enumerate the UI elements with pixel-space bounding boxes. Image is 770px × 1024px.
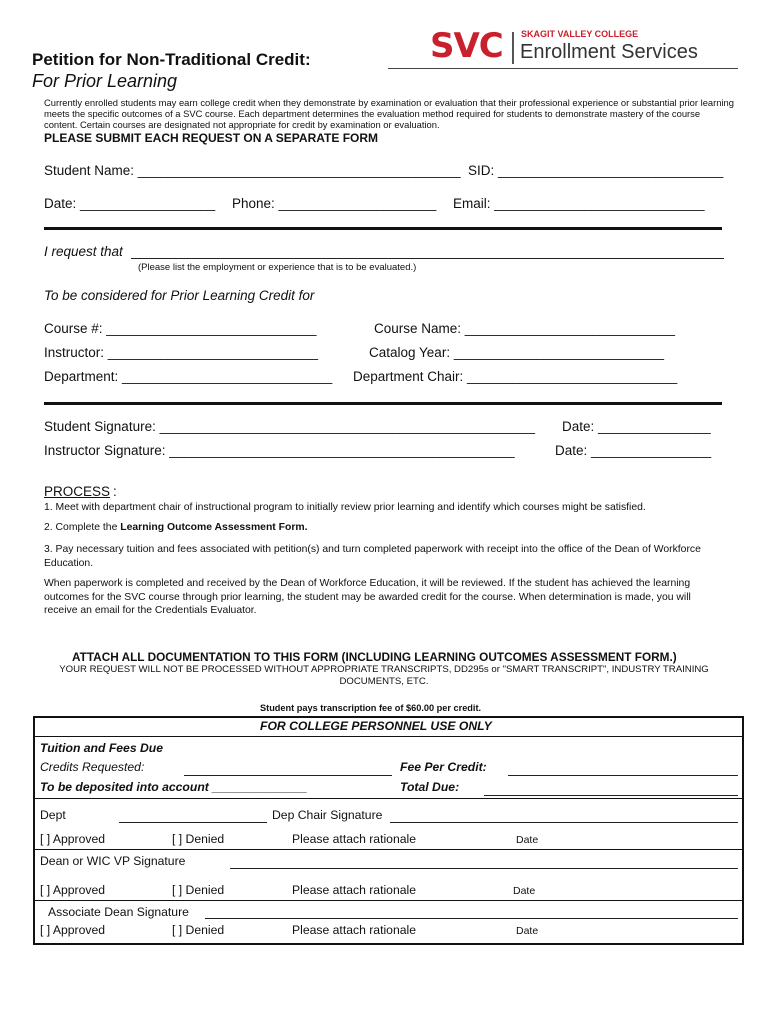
college-name: SKAGIT VALLEY COLLEGE xyxy=(521,29,639,39)
instructor-signature-field[interactable]: Instructor Signature: ______________________________________________ xyxy=(44,443,515,458)
process-colon: : xyxy=(113,484,117,499)
email-field[interactable]: Email: ____________________________ xyxy=(453,196,705,211)
form-subtitle: For Prior Learning xyxy=(32,71,178,91)
assoc-dean-date-label: Date xyxy=(516,925,539,937)
form-title: Petition for Non-Traditional Credit: xyxy=(32,50,311,69)
process-step-3: 3. Pay necessary tuition and fees associated with petition(s) and turn completed paperwork with receipt into the office of the Dean of Workforce Education. xyxy=(44,544,701,569)
student-name-field[interactable]: Student Name: ___________________________________________ xyxy=(44,163,461,178)
request-underline[interactable] xyxy=(131,258,724,259)
request-label: I request that xyxy=(44,244,123,259)
credits-requested-label: Credits Requested: xyxy=(40,760,145,774)
department-field[interactable]: Department: ____________________________ xyxy=(44,369,333,384)
dean-rationale-note: Please attach rationale xyxy=(292,883,416,897)
consider-heading: To be considered for Prior Learning Credit for xyxy=(44,288,315,303)
svc-logo: SVC xyxy=(430,26,503,66)
sid-field[interactable]: SID: ______________________________ xyxy=(468,163,724,178)
fee-note: Student pays transcription fee of $60.00 per credit. xyxy=(260,703,482,713)
fee-per-credit-label: Fee Per Credit: xyxy=(400,760,487,774)
instructor-field[interactable]: Instructor: ____________________________ xyxy=(44,345,318,360)
dean-approved-checkbox[interactable]: [ ] Approved xyxy=(40,883,106,897)
dep-chair-signature-input[interactable] xyxy=(390,822,738,823)
assoc-dean-rationale-note: Please attach rationale xyxy=(292,923,416,937)
process-heading: PROCESS xyxy=(44,484,111,499)
dean-denied-checkbox[interactable]: [ ] Denied xyxy=(172,883,225,897)
logo-divider xyxy=(512,32,514,64)
dept-input[interactable] xyxy=(119,822,267,823)
dept-denied-checkbox[interactable]: [ ] Denied xyxy=(172,832,225,846)
dept-label: Dept xyxy=(40,808,66,822)
title-rule xyxy=(388,68,738,69)
assoc-dean-signature-label: Associate Dean Signature xyxy=(48,905,189,919)
deposit-account-field[interactable]: To be deposited into account ______________ xyxy=(40,780,308,794)
assoc-dean-signature-input[interactable] xyxy=(205,918,738,919)
course-name-field[interactable]: Course Name: ____________________________ xyxy=(374,321,676,336)
dean-date-label: Date xyxy=(513,885,536,897)
attach-heading: ATTACH ALL DOCUMENTATION TO THIS FORM (INCLUDING LEARNING OUTCOMES ASSESSMENT FORM.) xyxy=(72,650,677,664)
total-due-input[interactable] xyxy=(484,795,738,796)
dept-approved-checkbox[interactable]: [ ] Approved xyxy=(40,832,106,846)
assoc-dean-approved-checkbox[interactable]: [ ] Approved xyxy=(40,923,106,937)
student-signature-field[interactable]: Student Signature: __________________________________________________ xyxy=(44,419,535,434)
department-name: Enrollment Services xyxy=(520,41,698,63)
fee-per-credit-input[interactable] xyxy=(508,775,738,776)
intro-paragraph: Currently enrolled students may earn college credit when they demonstrate by examination or evaluation that their professional experience or substantial prior learning meets the specific outcomes of a SVC course. Each department determines the evaluation method required for students to demonstrate mastery of the course content. Certain courses are designated not appropriate for credit by examination or evaluation. xyxy=(44,97,734,130)
process-note: When paperwork is completed and received by the Dean of Workforce Education, it will be reviewed. If the student has achieved the learning outcomes for the SVC course through prior learning, the student may be awarded credit for the course. When determination is made, you will receive an email for the Credentials Evaluator. xyxy=(44,578,691,616)
total-due-label: Total Due: xyxy=(400,780,460,794)
date-field[interactable]: Date: __________________ xyxy=(44,196,216,211)
dean-signature-input[interactable] xyxy=(230,868,738,869)
college-use-heading: FOR COLLEGE PERSONNEL USE ONLY xyxy=(260,719,492,733)
catalog-year-field[interactable]: Catalog Year: ____________________________ xyxy=(369,345,665,360)
department-chair-field[interactable]: Department Chair: ____________________________ xyxy=(353,369,678,384)
dean-signature-label: Dean or WIC VP Signature xyxy=(40,854,186,868)
phone-field[interactable]: Phone: _____________________ xyxy=(232,196,437,211)
tuition-heading: Tuition and Fees Due xyxy=(40,741,164,755)
box-rule xyxy=(35,736,742,737)
section-divider xyxy=(44,402,722,405)
submit-notice: PLEASE SUBMIT EACH REQUEST ON A SEPARATE FORM xyxy=(44,131,379,145)
dept-date-label: Date xyxy=(516,834,539,846)
process-step-1: 1. Meet with department chair of instructional program to initially review prior learning and identify which courses might be satisfied. xyxy=(44,502,646,513)
box-rule xyxy=(35,798,742,799)
box-rule xyxy=(35,900,742,901)
credits-requested-input[interactable] xyxy=(184,775,392,776)
box-rule xyxy=(35,849,742,850)
student-signature-date[interactable]: Date: _______________ xyxy=(562,419,711,434)
dept-rationale-note: Please attach rationale xyxy=(292,832,416,846)
course-number-field[interactable]: Course #: ____________________________ xyxy=(44,321,317,336)
attach-note: YOUR REQUEST WILL NOT BE PROCESSED WITHOUT APPROPRIATE TRANSCRIPTS, DD295s or "SMART TRANSCRIPT", INDUSTRY TRAINING DOCUMENTS, ETC. xyxy=(59,664,709,687)
request-hint: (Please list the employment or experience that is to be evaluated.) xyxy=(138,262,417,273)
assessment-form-name: Learning Outcome Assessment Form. xyxy=(120,522,308,533)
dep-chair-signature-label: Dep Chair Signature xyxy=(272,808,383,822)
assoc-dean-denied-checkbox[interactable]: [ ] Denied xyxy=(172,923,225,937)
process-step-2: 2. Complete the Learning Outcome Assessment Form. xyxy=(44,522,308,533)
instructor-signature-date[interactable]: Date: ________________ xyxy=(555,443,712,458)
section-divider xyxy=(44,227,722,230)
